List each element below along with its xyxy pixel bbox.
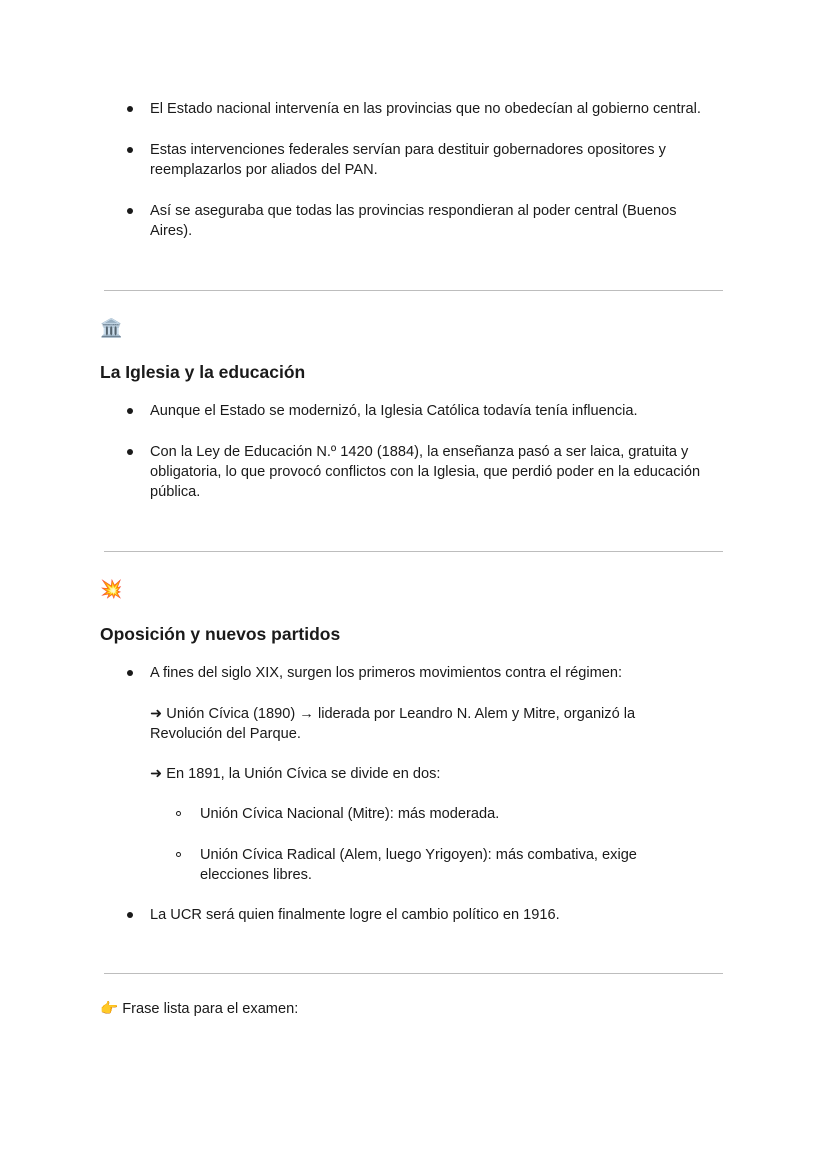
list-item-line: Así se aseguraba que todas las provincias respondieran al poder central (Buenos xyxy=(150,203,677,219)
sub-list-item-line: elecciones libres. xyxy=(200,867,312,883)
pointing-hand-icon: 👉 xyxy=(100,1001,119,1017)
section-title: La Iglesia y la educación xyxy=(100,362,306,382)
sub-list-item: Unión Cívica Nacional (Mitre): más moderada. xyxy=(200,806,500,822)
bullet-dot xyxy=(127,449,133,455)
list-item-line: obligatoria, lo que provocó conflictos con la Iglesia, que perdió poder en la educación xyxy=(150,464,701,480)
classical-building-icon: 🏛️ xyxy=(100,318,123,338)
list-item: La UCR será quien finalmente logre el cambio político en 1916. xyxy=(150,907,560,923)
bullet-dot xyxy=(127,670,133,676)
bullet-dot xyxy=(127,147,133,153)
divider xyxy=(104,290,723,291)
list-item-line: Con la Ley de Educación N.º 1420 (1884), la enseñanza pasó a ser laica, gratuita y xyxy=(150,444,689,460)
sub-list-item-line: Unión Cívica Radical (Alem, luego Yrigoyen): más combativa, exige xyxy=(200,847,637,863)
bullet-dot xyxy=(127,106,133,112)
list-item-line: reemplazarlos por aliados del PAN. xyxy=(150,162,378,178)
bullet-dot xyxy=(127,408,133,414)
list-item-line: Estas intervenciones federales servían para destituir gobernadores opositores y xyxy=(150,142,666,158)
arrow-item: ➜ En 1891, la Unión Cívica se divide en dos: xyxy=(150,766,441,782)
arrow-item-line: ➜ Unión Cívica (1890) → liderada por Leandro N. Alem y Mitre, organizó la xyxy=(150,706,636,722)
sub-bullet-circle xyxy=(176,811,181,816)
list-item: A fines del siglo XIX, surgen los primeros movimientos contra el régimen: xyxy=(150,665,623,681)
list-item-line: Aires). xyxy=(150,223,193,239)
divider xyxy=(104,973,723,974)
bullet-dot xyxy=(127,912,133,918)
list-item: El Estado nacional intervenía en las provincias que no obedecían al gobierno central. xyxy=(150,101,701,117)
arrow-item-line: Revolución del Parque. xyxy=(150,726,301,742)
closing-line xyxy=(100,999,298,1019)
list-item-line: pública. xyxy=(150,484,201,500)
sub-bullet-circle xyxy=(176,852,181,857)
bullet-dot xyxy=(127,208,133,214)
section-title: Oposición y nuevos partidos xyxy=(100,624,341,644)
divider xyxy=(104,551,723,552)
list-item: Aunque el Estado se modernizó, la Iglesia Católica todavía tenía influencia. xyxy=(150,403,638,419)
closing-text: Frase lista para el examen: xyxy=(122,1001,299,1017)
collision-icon: 💥 xyxy=(100,579,123,599)
